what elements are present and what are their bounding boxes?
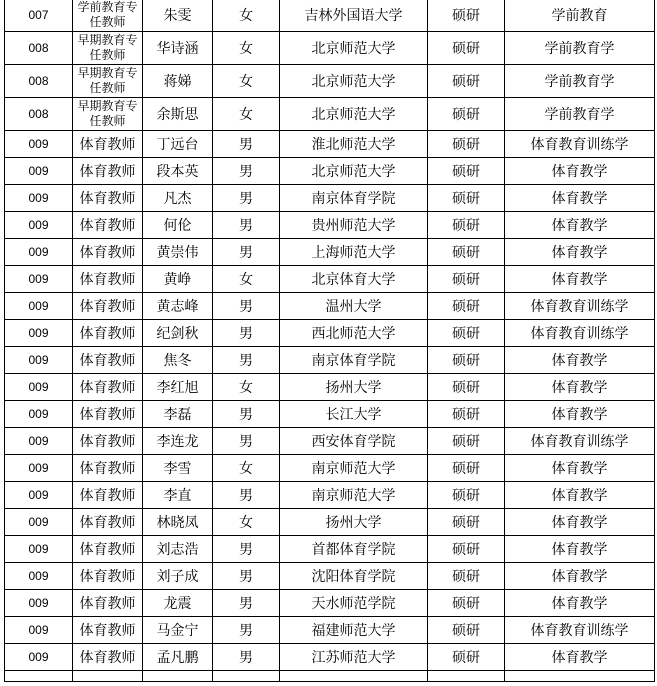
table-row <box>5 536 655 563</box>
position-line: 任教师 <box>89 114 126 128</box>
name-cell: 孟凡鹏 <box>143 644 213 671</box>
major-cell: 体育教学 <box>505 590 655 617</box>
code-cell <box>5 671 73 682</box>
school-cell: 北京师范大学 <box>280 32 428 65</box>
table-row <box>5 482 655 509</box>
major-cell: 体育教育训练学 <box>505 617 655 644</box>
school-cell: 福建师范大学 <box>280 617 428 644</box>
gender-cell: 男 <box>213 428 280 455</box>
name-cell: 李直 <box>143 482 213 509</box>
gender-cell: 男 <box>213 293 280 320</box>
major-cell: 体育教学 <box>505 212 655 239</box>
major-cell: 学前教育学 <box>505 32 655 65</box>
position-line: 任教师 <box>89 48 126 62</box>
table-row <box>5 428 655 455</box>
position-cell <box>73 671 143 682</box>
code-cell: 009 <box>5 563 73 590</box>
name-cell: 刘志浩 <box>143 536 213 563</box>
position-line: 早期教育专 <box>77 33 138 47</box>
position-line: 体育教师 <box>79 488 136 504</box>
gender-cell: 男 <box>213 239 280 266</box>
position-line: 体育教师 <box>79 272 136 288</box>
school-cell: 温州大学 <box>280 293 428 320</box>
major-cell: 体育教学 <box>505 644 655 671</box>
major-cell: 体育教学 <box>505 374 655 401</box>
table-row <box>5 239 655 266</box>
name-cell: 余斯思 <box>143 98 213 131</box>
table-row <box>5 185 655 212</box>
position-cell <box>73 239 143 266</box>
degree-cell: 硕研 <box>428 347 505 374</box>
degree-cell: 硕研 <box>428 212 505 239</box>
name-cell: 段本英 <box>143 158 213 185</box>
position-line: 体育教师 <box>79 191 136 207</box>
code-cell: 009 <box>5 239 73 266</box>
major-cell: 体育教学 <box>505 563 655 590</box>
position-cell <box>73 65 143 98</box>
gender-cell: 男 <box>213 617 280 644</box>
position-cell <box>73 563 143 590</box>
table-body <box>5 0 655 682</box>
major-cell: 学前教育学 <box>505 65 655 98</box>
gender-cell: 女 <box>213 0 280 32</box>
school-cell: 南京体育学院 <box>280 347 428 374</box>
position-line: 体育教师 <box>79 461 136 477</box>
name-cell: 黄崇伟 <box>143 239 213 266</box>
name-cell: 李红旭 <box>143 374 213 401</box>
gender-cell: 男 <box>213 185 280 212</box>
table-row <box>5 32 655 65</box>
gender-cell: 男 <box>213 590 280 617</box>
name-cell: 黄志峰 <box>143 293 213 320</box>
major-cell: 体育教学 <box>505 482 655 509</box>
table-row <box>5 131 655 158</box>
position-cell <box>73 509 143 536</box>
gender-cell: 女 <box>213 266 280 293</box>
gender-cell: 男 <box>213 320 280 347</box>
position-cell <box>73 98 143 131</box>
name-cell: 龙震 <box>143 590 213 617</box>
code-cell: 009 <box>5 131 73 158</box>
position-line: 体育教师 <box>79 515 136 531</box>
table-row <box>5 617 655 644</box>
name-cell: 何伦 <box>143 212 213 239</box>
degree-cell: 硕研 <box>428 644 505 671</box>
code-cell: 009 <box>5 617 73 644</box>
position-line: 体育教师 <box>79 650 136 666</box>
code-cell: 008 <box>5 98 73 131</box>
major-cell: 体育教学 <box>505 401 655 428</box>
code-cell: 009 <box>5 185 73 212</box>
position-cell <box>73 374 143 401</box>
table-row <box>5 671 655 682</box>
gender-cell: 男 <box>213 347 280 374</box>
degree-cell: 硕研 <box>428 131 505 158</box>
position-line: 体育教师 <box>79 137 136 153</box>
school-cell: 天水师范学院 <box>280 590 428 617</box>
table-row <box>5 212 655 239</box>
code-cell: 007 <box>5 0 73 32</box>
school-cell: 西安体育学院 <box>280 428 428 455</box>
degree-cell: 硕研 <box>428 185 505 212</box>
name-cell: 丁远台 <box>143 131 213 158</box>
name-cell: 焦冬 <box>143 347 213 374</box>
table-row <box>5 266 655 293</box>
code-cell: 009 <box>5 212 73 239</box>
degree-cell: 硕研 <box>428 401 505 428</box>
position-line: 体育教师 <box>79 569 136 585</box>
position-cell <box>73 590 143 617</box>
table-row <box>5 374 655 401</box>
position-cell <box>73 347 143 374</box>
position-line: 体育教师 <box>79 245 136 261</box>
code-cell: 009 <box>5 401 73 428</box>
position-cell <box>73 185 143 212</box>
name-cell: 林晓凤 <box>143 509 213 536</box>
table-row <box>5 320 655 347</box>
name-cell <box>143 671 213 682</box>
gender-cell: 男 <box>213 158 280 185</box>
position-line: 体育教师 <box>79 542 136 558</box>
school-cell: 南京师范大学 <box>280 482 428 509</box>
position-cell <box>73 482 143 509</box>
code-cell: 009 <box>5 320 73 347</box>
position-cell <box>73 293 143 320</box>
table-row <box>5 293 655 320</box>
name-cell: 李雪 <box>143 455 213 482</box>
name-cell: 黄峥 <box>143 266 213 293</box>
candidate-table <box>4 0 655 682</box>
position-cell <box>73 32 143 65</box>
position-line: 任教师 <box>89 81 126 95</box>
gender-cell: 男 <box>213 212 280 239</box>
position-cell <box>73 320 143 347</box>
table-row <box>5 98 655 131</box>
table-row <box>5 590 655 617</box>
position-line: 任教师 <box>89 15 126 29</box>
major-cell: 体育教学 <box>505 239 655 266</box>
degree-cell: 硕研 <box>428 65 505 98</box>
degree-cell: 硕研 <box>428 293 505 320</box>
position-line: 早期教育专 <box>77 99 138 113</box>
position-cell <box>73 0 143 32</box>
gender-cell: 男 <box>213 536 280 563</box>
code-cell: 009 <box>5 536 73 563</box>
position-line: 体育教师 <box>79 623 136 639</box>
major-cell: 体育教学 <box>505 158 655 185</box>
major-cell: 学前教育 <box>505 0 655 32</box>
name-cell: 李磊 <box>143 401 213 428</box>
gender-cell: 女 <box>213 374 280 401</box>
major-cell: 体育教学 <box>505 509 655 536</box>
gender-cell: 女 <box>213 32 280 65</box>
gender-cell: 男 <box>213 563 280 590</box>
school-cell: 淮北师范大学 <box>280 131 428 158</box>
position-line: 早期教育专 <box>77 66 138 80</box>
gender-cell: 男 <box>213 131 280 158</box>
code-cell: 009 <box>5 347 73 374</box>
degree-cell: 硕研 <box>428 482 505 509</box>
table-row <box>5 644 655 671</box>
school-cell: 贵州师范大学 <box>280 212 428 239</box>
position-cell <box>73 266 143 293</box>
degree-cell: 硕研 <box>428 320 505 347</box>
code-cell: 008 <box>5 65 73 98</box>
position-line: 体育教师 <box>79 353 136 369</box>
degree-cell: 硕研 <box>428 617 505 644</box>
major-cell: 体育教学 <box>505 185 655 212</box>
school-cell <box>280 671 428 682</box>
school-cell: 沈阳体育学院 <box>280 563 428 590</box>
gender-cell: 女 <box>213 509 280 536</box>
name-cell: 朱雯 <box>143 0 213 32</box>
school-cell: 扬州大学 <box>280 374 428 401</box>
position-cell <box>73 158 143 185</box>
degree-cell: 硕研 <box>428 428 505 455</box>
code-cell: 009 <box>5 455 73 482</box>
major-cell: 体育教育训练学 <box>505 293 655 320</box>
position-line: 体育教师 <box>79 596 136 612</box>
position-line: 体育教师 <box>79 299 136 315</box>
position-cell <box>73 212 143 239</box>
degree-cell: 硕研 <box>428 239 505 266</box>
table-row <box>5 0 655 32</box>
school-cell: 上海师范大学 <box>280 239 428 266</box>
gender-cell: 女 <box>213 455 280 482</box>
name-cell: 华诗涵 <box>143 32 213 65</box>
degree-cell: 硕研 <box>428 563 505 590</box>
table-row <box>5 347 655 374</box>
gender-cell: 男 <box>213 482 280 509</box>
school-cell: 长江大学 <box>280 401 428 428</box>
code-cell: 009 <box>5 590 73 617</box>
position-line: 体育教师 <box>79 407 136 423</box>
code-cell: 008 <box>5 32 73 65</box>
degree-cell: 硕研 <box>428 590 505 617</box>
gender-cell: 男 <box>213 401 280 428</box>
school-cell: 南京体育学院 <box>280 185 428 212</box>
major-cell: 体育教学 <box>505 266 655 293</box>
code-cell: 009 <box>5 374 73 401</box>
position-line: 体育教师 <box>79 380 136 396</box>
name-cell: 刘子成 <box>143 563 213 590</box>
school-cell: 南京师范大学 <box>280 455 428 482</box>
degree-cell: 硕研 <box>428 158 505 185</box>
position-cell <box>73 644 143 671</box>
school-cell: 北京师范大学 <box>280 158 428 185</box>
gender-cell <box>213 671 280 682</box>
degree-cell: 硕研 <box>428 32 505 65</box>
degree-cell: 硕研 <box>428 266 505 293</box>
school-cell: 江苏师范大学 <box>280 644 428 671</box>
position-line: 体育教师 <box>79 326 136 342</box>
code-cell: 009 <box>5 644 73 671</box>
table-row <box>5 455 655 482</box>
school-cell: 北京师范大学 <box>280 98 428 131</box>
degree-cell: 硕研 <box>428 455 505 482</box>
name-cell: 李连龙 <box>143 428 213 455</box>
position-line: 学前教育专 <box>77 0 138 14</box>
major-cell: 体育教育训练学 <box>505 320 655 347</box>
table-row <box>5 563 655 590</box>
major-cell: 学前教育学 <box>505 98 655 131</box>
position-cell <box>73 536 143 563</box>
gender-cell: 女 <box>213 65 280 98</box>
code-cell: 009 <box>5 428 73 455</box>
school-cell: 首都体育学院 <box>280 536 428 563</box>
table-row <box>5 509 655 536</box>
gender-cell: 女 <box>213 98 280 131</box>
code-cell: 009 <box>5 293 73 320</box>
table-row <box>5 158 655 185</box>
major-cell: 体育教育训练学 <box>505 428 655 455</box>
degree-cell: 硕研 <box>428 509 505 536</box>
degree-cell: 硕研 <box>428 374 505 401</box>
position-line: 体育教师 <box>79 218 136 234</box>
name-cell: 蒋娣 <box>143 65 213 98</box>
position-line: 体育教师 <box>79 434 136 450</box>
major-cell: 体育教学 <box>505 455 655 482</box>
major-cell: 体育教学 <box>505 536 655 563</box>
degree-cell: 硕研 <box>428 98 505 131</box>
code-cell: 009 <box>5 158 73 185</box>
position-cell <box>73 428 143 455</box>
school-cell: 吉林外国语大学 <box>280 0 428 32</box>
major-cell: 体育教育训练学 <box>505 131 655 158</box>
code-cell: 009 <box>5 509 73 536</box>
school-cell: 北京体育大学 <box>280 266 428 293</box>
name-cell: 纪剑秋 <box>143 320 213 347</box>
school-cell: 北京师范大学 <box>280 65 428 98</box>
table-row <box>5 65 655 98</box>
position-cell <box>73 455 143 482</box>
gender-cell: 男 <box>213 644 280 671</box>
degree-cell <box>428 671 505 682</box>
major-cell: 体育教学 <box>505 347 655 374</box>
table-row <box>5 401 655 428</box>
position-cell <box>73 617 143 644</box>
position-cell <box>73 131 143 158</box>
degree-cell: 硕研 <box>428 536 505 563</box>
position-cell <box>73 401 143 428</box>
position-line: 体育教师 <box>79 164 136 180</box>
degree-cell: 硕研 <box>428 0 505 32</box>
name-cell: 凡杰 <box>143 185 213 212</box>
school-cell: 扬州大学 <box>280 509 428 536</box>
code-cell: 009 <box>5 482 73 509</box>
name-cell: 马金宁 <box>143 617 213 644</box>
code-cell: 009 <box>5 266 73 293</box>
school-cell: 西北师范大学 <box>280 320 428 347</box>
major-cell <box>505 671 655 682</box>
